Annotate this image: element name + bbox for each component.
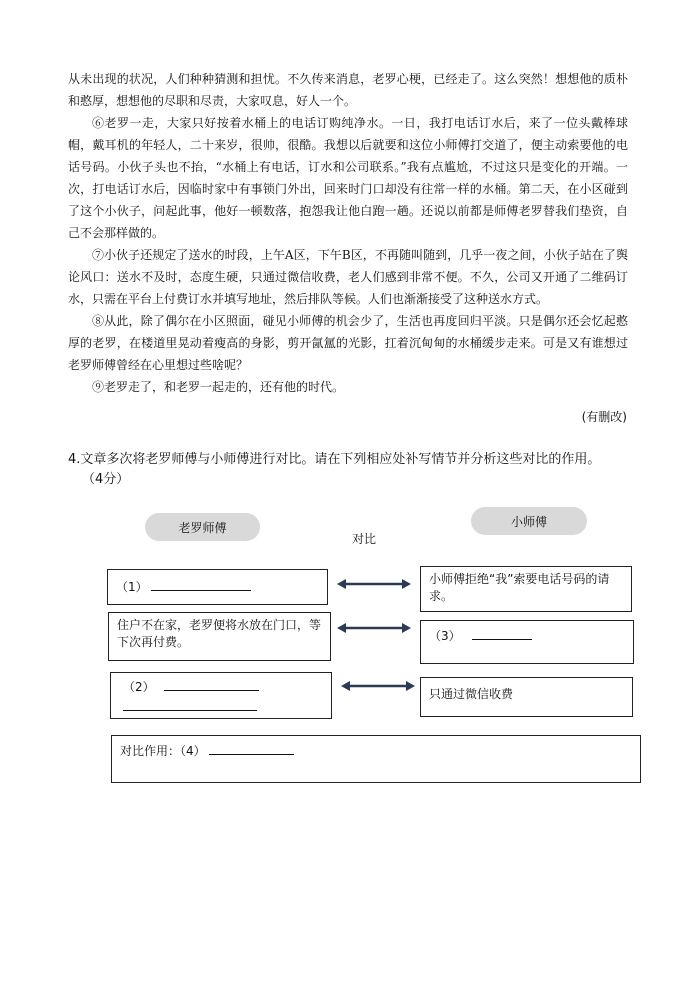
revision-note: (有删改) [581, 410, 627, 424]
double-arrow-icon [337, 577, 411, 591]
answer-box-4[interactable] [111, 735, 641, 783]
question-score: （4分） [82, 472, 130, 487]
question-text: 4.文章多次将老罗师傅与小师傅进行对比。请在下列相应处补写情节并分析这些对比的作用。 [68, 452, 601, 467]
double-arrow-icon [341, 679, 415, 693]
blank-2-line-a[interactable] [164, 678, 259, 691]
double-arrow-icon [337, 621, 411, 635]
blank-4-line[interactable] [209, 742, 294, 755]
blank-1-line[interactable] [151, 578, 251, 591]
passage-paragraph-7: ⑦小伙子还规定了送水的时段，上午A区，下午B区，不再随叫随到，几乎一夜之间，小伙子站在了舆论风口：送水不及时，态度生硬，只通过微信收费，老人们感到非常不便。不久，公司又开通了二维码订水，只需在平台上付费订水并填写地址，然后排队等候。人们也渐渐接受了这种送水方式。 [68, 248, 628, 306]
answer-box-3[interactable] [420, 620, 634, 664]
blank-3-line[interactable] [472, 627, 532, 640]
passage-paragraph-5-end: 从未出现的状况，人们种种猜测和担忧。不久传来消息，老罗心梗，已经走了。这么突然！想想他的质朴和憨厚，想想他的尽职和尽责，大家叹息，好人一个。 [68, 72, 628, 108]
lao-luo-header: 老罗师傅 [145, 513, 260, 541]
contrast-label: 对比 [352, 532, 377, 546]
passage [68, 68, 628, 398]
blank-1-label: （1） [116, 580, 148, 594]
passage-paragraph-8: ⑧从此，除了偶尔在小区照面，碰见小师傅的机会少了，生活也再度回归平淡。只是偶尔还会忆起憨厚的老罗，在楼道里晃动着瘦高的身影，剪开氤氲的光影，扛着沉甸甸的水桶缓步走来。可是又有谁想过老罗师傅曾经在心里想过些啥呢？ [68, 314, 628, 372]
xiao-shifu-detail-1: 小师傅拒绝“我”索要电话号码的请求。 [420, 566, 632, 612]
passage-paragraph-6: ⑥老罗一走，大家只好按着水桶上的电话订购纯净水。一日，我打电话订水后，来了一位头戴棒球帽，戴耳机的年轻人，二十来岁，很帅，很酷。我想以后就要和这位小师傅打交道了，便主动索要他的电话号码。小伙子头也不抬，“水桶上有电话，订水和公司联系。”我有点尴尬，不过这只是变化的开端。一次，打电话订水后，因临时家中有事锁门外出，回来时门口却没有往常一样的水桶。第二天，在小区碰到了这个小伙子，问起此事，他好一顿数落，抱怨我让他白跑一趟。还说以前都是师傅老罗替我们垫资，自己不会那样做的。 [68, 116, 628, 240]
xiao-shifu-detail-3: 只通过微信收费 [420, 677, 633, 717]
answer-box-1[interactable] [107, 569, 328, 605]
effect-label: 对比作用：（4） [120, 744, 206, 758]
xiao-shifu-header: 小师傅 [471, 507, 587, 535]
blank-2-label: （2） [123, 680, 155, 694]
blank-3-label: （3） [429, 629, 461, 643]
lao-luo-detail-2: 住户不在家，老罗便将水放在门口，等下次再付费。 [108, 612, 331, 661]
question-4 [68, 450, 648, 490]
answer-box-2[interactable] [110, 672, 332, 719]
passage-paragraph-9: ⑨老罗走了，和老罗一起走的，还有他的时代。 [92, 380, 345, 394]
blank-2-line-b[interactable] [123, 698, 257, 711]
